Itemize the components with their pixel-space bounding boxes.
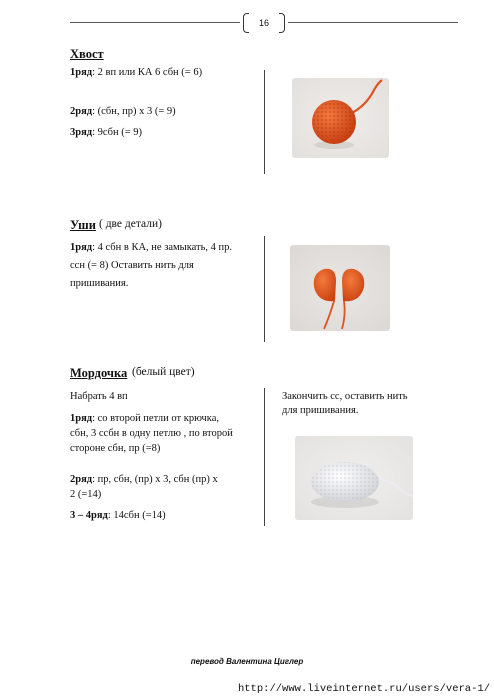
ears-title: Уши [70, 218, 96, 232]
ears-column-divider [264, 236, 265, 342]
muzzle-intro: Набрать 4 вп [70, 391, 128, 402]
muzzle-row-1-line-3: стороне сбн, пр (=8) [70, 443, 161, 454]
tail-title: Хвост [70, 47, 104, 61]
muzzle-row-2-line-1: 2ряд: пр, сбн, (пр) х 3, сбн (пр) х [70, 474, 218, 485]
header-rule-left [70, 22, 240, 23]
translator-credit: перевод Валентина Циглер [190, 657, 304, 666]
muzzle-row-1-line-1: 1ряд: со второй петли от крючка, [70, 413, 220, 424]
ears-row-1-line-2: ссн (= 8) Оставить нить для [70, 260, 194, 271]
tail-row-2: 2ряд: (сбн, пр) х 3 (= 9) [70, 106, 176, 117]
tail-photo [292, 78, 389, 158]
muzzle-row-3-4: 3 – 4ряд: 14сбн (=14) [70, 510, 166, 521]
header-rule-right [288, 22, 458, 23]
source-url: http://www.liveinternet.ru/users/vera-1/ [237, 683, 490, 695]
page-header [70, 10, 458, 36]
muzzle-row-2-line-2: 2 (=14) [70, 489, 102, 500]
muzzle-note: (белый цвет) [132, 366, 195, 378]
ears-note: ( две детали) [99, 218, 162, 230]
tail-row-3: 3ряд: 9сбн (= 9) [70, 127, 143, 138]
muzzle-title: Мордочка [70, 366, 128, 380]
tail-column-divider [264, 70, 265, 174]
muzzle-photo [295, 436, 413, 520]
muzzle-finish-line-1: Закончить сс, оставить нить [282, 391, 408, 402]
page-number: 16 [258, 18, 269, 28]
tail-row-1: 1ряд: 2 вп или КА 6 сбн (= 6) [70, 67, 203, 78]
ears-photo [290, 245, 390, 331]
ears-row-1-line-1: 1ряд: 4 сбн в КА, не замыкать, 4 пр. [70, 242, 233, 253]
muzzle-column-divider [264, 388, 265, 526]
muzzle-finish-line-2: для пришивания. [282, 405, 359, 416]
ears-row-1-line-3: пришивания. [70, 278, 129, 289]
page-number-bracket-right [279, 13, 285, 33]
muzzle-row-1-line-2: сбн, 3 ссбн в одну петлю , по второй [70, 428, 233, 439]
